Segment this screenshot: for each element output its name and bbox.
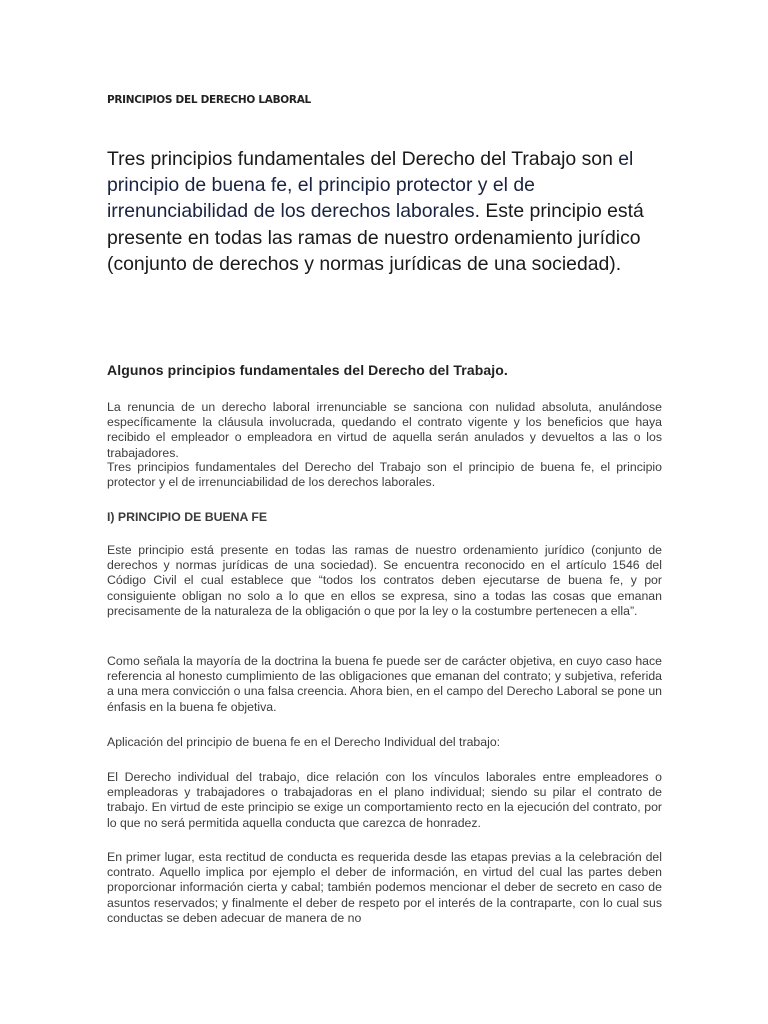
paragraph-rectitud: En primer lugar, esta rectitud de conducta es requerida desde las etapas previas a la celebración del contrato. Aquello implica por ejemplo el deber de información, en virtud del cual las partes deben proporcionar información cierta y cabal; también podemos mencionar el deber de secreto en caso de asuntos reservados; y finalmente el deber de respeto por el interés de la contraparte, con lo cual sus conductas se deben adecuar de manera de no bbox=[107, 850, 662, 925]
paragraph-doctrina: Como señala la mayoría de la doctrina la buena fe puede ser de carácter objetiva, en cuyo caso hace referencia al honesto cumplimiento de las obligaciones que emanan del contrato; y subjetiva, referida a una mera convicción o una falsa creencia. Ahora bien, en el campo del Derecho Laboral se pone un énfasis en la buena fe objetiva. bbox=[107, 654, 662, 714]
paragraph-renuncia: La renuncia de un derecho laboral irrenunciable se sanciona con nulidad absoluta, anulándose específicamente la cláusula involucrada, quedando el contrato vigente y los beneficios que haya recibido el empleador o empleadora en virtud de aquella serán anulados y devueltos a las o los trabajadores. bbox=[107, 400, 662, 460]
lead-paragraph bbox=[107, 146, 662, 277]
document-page bbox=[107, 0, 662, 1024]
paragraph-derecho-individual: El Derecho individual del trabajo, dice relación con los vínculos laborales entre empleadores o empleadoras y trabajadores o trabajadoras en el plano individual; siendo su pilar el contrato de trabajo. En virtud de este principio se exige un comportamiento recto en la ejecución del contrato, por lo que no será permitida aquella conducta que carezca de honradez. bbox=[107, 770, 662, 830]
paragraph-ordenamiento: Este principio está presente en todas las ramas de nuestro ordenamiento jurídico (conjunto de derechos y normas jurídicas de una sociedad). Se encuentra reconocido en el artículo 1546 del Código Civil el cual establece que “todos los contratos deben ejecutarse de buena fe, y por consiguiente obligan no solo a lo que en ellos se expresa, sino a todas las cosas que emanan precisamente de la naturaleza de la obligación o que por la ley o la costumbre pertenecen a ella”. bbox=[107, 543, 662, 618]
lead-text-highlight: el principio de buena fe, el principio protector y el de irrenunciabilidad de los derechos laborales bbox=[107, 148, 634, 223]
lead-text-start: Tres principios fundamentales del Derecho del Trabajo son bbox=[107, 148, 619, 170]
document-title: PRINCIPIOS DEL DERECHO LABORAL bbox=[107, 94, 311, 106]
paragraph-aplicacion: Aplicación del principio de buena fe en el Derecho Individual del trabajo: bbox=[107, 735, 501, 749]
paragraph-tres-principios: Tres principios fundamentales del Derecho del Trabajo son el principio de buena fe, el principio protector y el de irrenunciabilidad de los derechos laborales. bbox=[107, 460, 662, 490]
lead-text-end: . Este principio está presente en todas las ramas de nuestro ordenamiento jurídico (conjunto de derechos y normas jurídicas de una sociedad). bbox=[107, 200, 644, 275]
subheading-buena-fe: I) PRINCIPIO DE BUENA FE bbox=[107, 510, 268, 524]
section-heading: Algunos principios fundamentales del Derecho del Trabajo. bbox=[107, 362, 508, 378]
